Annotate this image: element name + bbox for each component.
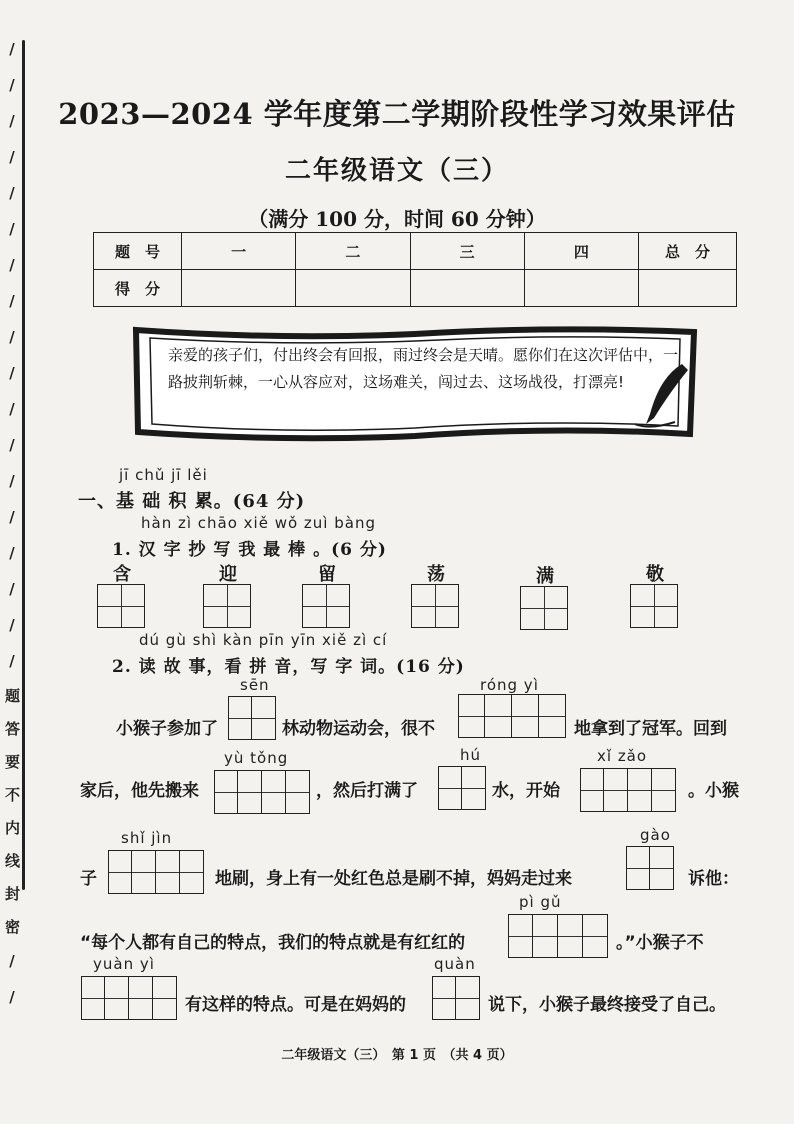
line1-text-3: 地拿到了冠军。回到 xyxy=(574,719,727,739)
line3-text-2: 地刷，身上有一处红色总是刷不掉，妈妈走过来 xyxy=(215,869,572,889)
answer-box-hu[interactable] xyxy=(438,766,486,810)
q1-title: 1. 汉 字 抄 写 我 最 棒 。(6 分) xyxy=(112,540,387,560)
section1-pinyin: jī chǔ jī lěi xyxy=(119,466,208,484)
line2-text-4: 。小猴 xyxy=(688,781,739,801)
line3-text-1: 子 xyxy=(80,869,97,889)
score-cell-2[interactable] xyxy=(296,270,410,307)
answer-box-quan[interactable] xyxy=(432,976,480,1020)
score-header-2: 二 xyxy=(296,233,410,270)
exam-title: 2023—2024 学年度第二学期阶段性学习效果评估 xyxy=(58,97,736,131)
score-table-header-row xyxy=(94,233,737,270)
q2-title: 2. 读 故 事，看 拼 音，写 字 词。(16 分) xyxy=(112,657,465,677)
answer-box-xizao[interactable] xyxy=(580,768,676,812)
answer-box-shijin[interactable] xyxy=(108,850,204,894)
score-header-label: 题 号 xyxy=(94,233,182,270)
score-cell-3[interactable] xyxy=(410,270,524,307)
copy-char-4: 荡 xyxy=(427,564,445,585)
score-row-label: 得 分 xyxy=(94,270,182,307)
exam-subtitle: 二年级语文（三） xyxy=(284,156,509,186)
answer-box-sen[interactable] xyxy=(228,696,276,740)
line3-text-3: 诉他： xyxy=(688,869,739,889)
score-table-score-row xyxy=(94,270,737,307)
line2-pinyin-2: hú xyxy=(460,746,482,764)
answer-box-rongyi[interactable] xyxy=(458,694,566,738)
line2-text-1: 家后，他先搬来 xyxy=(80,781,199,801)
copy-char-6: 敬 xyxy=(646,564,664,585)
exam-info: （满分 100 分，时间 60 分钟） xyxy=(248,207,546,231)
page-footer: 二年级语文（三） 第 1 页 （共 4 页） xyxy=(281,1048,513,1063)
line2-pinyin-1: yù tǒng xyxy=(224,749,289,767)
line5-text-2: 说下，小猴子最终接受了自己。 xyxy=(488,995,726,1015)
line2-pinyin-3: xǐ zǎo xyxy=(597,747,648,765)
line5-pinyin-1: yuàn yì xyxy=(93,955,155,973)
answer-box-pigu[interactable] xyxy=(508,914,608,958)
score-header-4: 四 xyxy=(524,233,638,270)
line5-text-1: 有这样的特点。可是在妈妈的 xyxy=(185,995,406,1015)
banner-message: 亲爱的孩子们，付出终会有回报，雨过终会是天晴。愿你们在这次评估中，一路披荆斩棘，一心从容应对，这场难关，闯过去、这场战役，打漂亮! xyxy=(168,346,679,391)
line1-pinyin-2: róng yì xyxy=(480,676,539,694)
line3-pinyin-2: gào xyxy=(640,826,671,844)
score-header-1: 一 xyxy=(182,233,296,270)
answer-box-yutong[interactable] xyxy=(214,770,310,814)
line1-pinyin-1: sēn xyxy=(240,676,270,694)
line2-text-2: ，然后打满了 xyxy=(316,781,418,801)
score-cell-1[interactable] xyxy=(182,270,296,307)
score-table xyxy=(93,232,737,307)
copy-grid-2[interactable] xyxy=(203,584,251,628)
copy-char-5: 满 xyxy=(536,566,554,587)
q2-pinyin: dú gù shì kàn pīn yīn xiě zì cí xyxy=(139,631,388,649)
line2-text-3: 水，开始 xyxy=(492,781,560,801)
line4-text-1: “每个人都有自己的特点，我们的特点就是有红红的 xyxy=(80,933,466,953)
score-header-3: 三 xyxy=(410,233,524,270)
copy-char-2: 迎 xyxy=(219,564,237,585)
copy-grid-5[interactable] xyxy=(520,586,568,630)
binding-margin-text: / / / / / / / / / / / / / / / / / / 题 答 要 不 内 线 封 密 / / xyxy=(3,40,21,1006)
line1-text-1: 小猴子参加了 xyxy=(116,719,218,739)
copy-grid-1[interactable] xyxy=(97,584,145,628)
line1-text-2: 林动物运动会，很不 xyxy=(282,719,435,739)
line4-text-2: 。”小猴子不 xyxy=(616,933,704,953)
line4-pinyin-1: pì gǔ xyxy=(519,893,562,911)
copy-grid-6[interactable] xyxy=(630,584,678,628)
score-cell-total[interactable] xyxy=(639,270,737,307)
copy-grid-3[interactable] xyxy=(302,584,350,628)
answer-box-gao[interactable] xyxy=(626,846,674,890)
section1-title: 一、基 础 积 累。(64 分) xyxy=(78,491,306,512)
score-header-total: 总 分 xyxy=(639,233,737,270)
copy-char-1: 含 xyxy=(113,564,131,585)
copy-grid-4[interactable] xyxy=(411,584,459,628)
answer-box-yuanyi[interactable] xyxy=(81,976,177,1020)
score-cell-4[interactable] xyxy=(524,270,638,307)
line3-pinyin-1: shǐ jìn xyxy=(121,829,173,847)
q1-pinyin: hàn zì chāo xiě wǒ zuì bàng xyxy=(141,514,376,532)
copy-char-3: 留 xyxy=(318,564,336,585)
line5-pinyin-2: quàn xyxy=(434,955,476,973)
